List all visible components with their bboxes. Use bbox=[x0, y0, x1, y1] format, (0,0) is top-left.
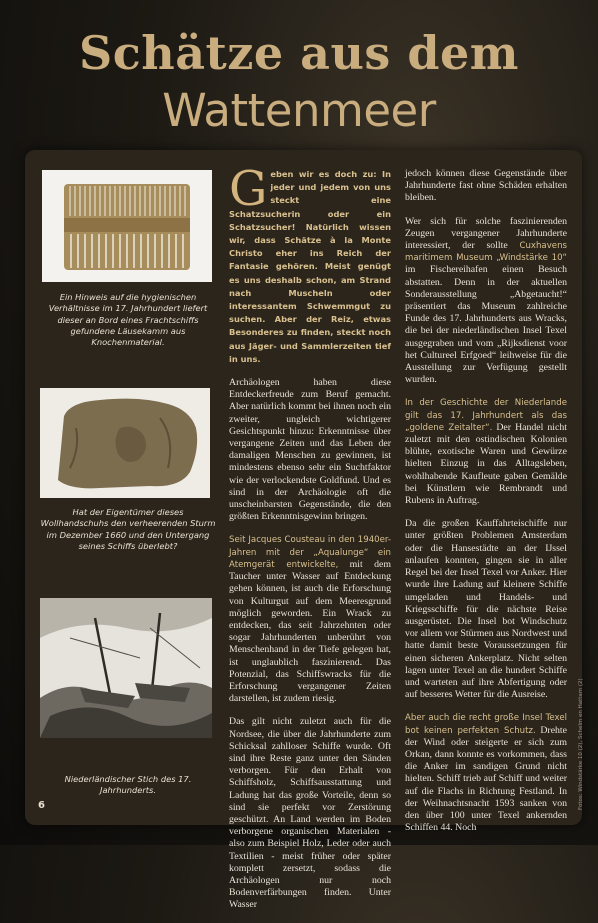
photo-credit: Fotos: Windstärke 10 (2), Schelm en Hattam (2) bbox=[578, 678, 584, 810]
article-column-1 bbox=[229, 161, 391, 923]
museum-name-highlight: Cuxhavens maritimem Museum „Windstärke 10“ bbox=[405, 241, 567, 264]
paragraph-6 bbox=[405, 397, 567, 507]
paragraph-1: Archäologen haben diese Entdeckerfreude zum Beruf gemacht. Aber natürlich kommt bei ihnen noch ein zweiter, ungleich wichtigerer Gesichtspunkt hinzu: Erkenntnisse über vergangene Zeiten und das Leben der damaligen Menschen zu gewinnen, ist mindestens ebenso sehr ein Suchtfaktor wie der verlockendste Goldfund. Und es sind in der Archäologie oft die unscheinbarsten Gegenstände, die den größten Erkenntnisgewinn bringen. bbox=[229, 377, 391, 523]
paragraph-8-highlight: Aber auch die recht große Insel Texel bot keinen perfekten Schutz. bbox=[405, 713, 567, 736]
article-column-2 bbox=[405, 168, 567, 845]
paragraph-2-text: mit dem Taucher unter Wasser auf Entdeckung gehen können, ist auch die Erforschung von Kulturgut auf dem Meeresgrund möglich geworden. Ein Wrack zu entdecken, das seit Jahrzehnten oder sogar Jahrhunderten unberührt von Menschenhand in der Tiefe gelegen hat, ist unglaublich faszinierend. Das Potenzial, das Schiffswracks für die Erforschung vergangener Zeiten darstellen, ist zudem riesig. bbox=[229, 558, 391, 705]
comb-photo bbox=[42, 170, 212, 282]
intro-text: eben wir es doch zu: In jeder und jedem von uns steckt eine Schatzsucherin oder ein Schatzsucher! Natürlich wissen wir, dass Schätze à la Monte Christo eher ins Reich der Fantasie gehören. Meist genügt es uns deshalb schon, am Strand nach Muscheln oder interessantem Schwemmgut zu suchen. Aber der Reiz, etwas Besonderes zu finden, steckt noch aus Jäger- und Sammlerzeiten tief in uns. bbox=[229, 169, 391, 364]
paragraph-6-highlight: In der Geschichte der Niederlande gilt das 17. Jahrhundert als das „goldene Zeitalter“. bbox=[405, 398, 567, 433]
page-number: 6 bbox=[38, 800, 45, 811]
glove-caption: Hat der Eigentümer dieses Wollhandschuhs den verheerenden Sturm im Dezember 1660 und den Untergang seines Schiffs überlebt? bbox=[40, 507, 216, 551]
paragraph-7: Da die großen Kauffahrteischiffe nur unter größten Problemen Amsterdam oder die Hansestädte an der IJssel anlaufen konnten, gingen sie in aller Regel bei der Insel Texel vor Anker. Hier wurde ihre Ladung auf kleinere Schiffe umgeladen und Handels- und Kriegsschiffe für die nächste Reise ausgerüstet. Die Insel bot Windschutz vor allem vor Stürmen aus Nordwest und hatte damit beste Voraussetzungen für einen sicheren Ankerplatz. Nicht selten lagen unter Texel an die hundert Schiffe und warteten auf ihre Abfertigung oder auf besseres Wetter für die Ausreise. bbox=[405, 518, 567, 701]
paragraph-4: jedoch können diese Gegenstände über Jahrhunderte fast ohne Schäden erhalten bleiben. bbox=[405, 168, 567, 204]
paragraph-2 bbox=[229, 534, 391, 705]
paragraph-6-text: Der Handel nicht zuletzt mit den ostindischen Kolonien blühte, exotische Waren und Gewürze hielten Einzug in das Alltagsleben, wohlhabende Kaufleute gaben Gemälde bei Künstlern wie Rembrandt und Rubens in Auftrag. bbox=[405, 421, 567, 507]
drop-cap: G bbox=[229, 161, 268, 217]
engraving-photo bbox=[40, 598, 212, 738]
paragraph-5 bbox=[405, 216, 567, 387]
paragraph-5-text-a: Wer sich für solche faszinierenden Zeugen vergangener Jahrhunderte interessiert, der sollte bbox=[405, 215, 567, 252]
paragraph-5-text-b: im Fischereihafen einen Besuch abstatten. Denn in der aktuellen Sonderausstellung „Abgetaucht!“ präsentiert das Museum zahlreiche Funde des 17. Jahrhunderts aus Wracks, die bei der niederländischen Insel Texel ausgegraben und vom „Rijksdienst voor het Cultureel Erfgoed“ leihweise für die Ausstellung zur Verfügung gestellt wurden. bbox=[405, 264, 567, 386]
paragraph-8-text: Drehte der Wind oder steigerte er sich zum Orkan, dann konnte es vorkommen, dass die Anker im sandigen Grund nicht hielten. Schiff trieb auf Schiff und weiter auf die Flachs in Richtung Festland. In der Weihnachtsnacht 1593 sanken von den über 100 unter Texel ankernden Schiffen 44. Noch bbox=[405, 724, 568, 834]
paragraph-3: Das gilt nicht zuletzt auch für die Nordsee, die über die Jahrhunderte zum Schicksal zahlloser Schiffe wurde. Oft sind ihre Reste ganz unter den Sänden verborgen. Für den Erhalt von Schiffsholz, Schiffsausstattung und Ladung hat das große Vorteile, denn so sind sie perfekt vor Zerstörung geschützt. An Land werden im Boden verborgene organischen Materialen - also zum Beispiel Holz, Leder oder auch Textilien - meist früher oder später komplett zersetzt, sodass die Archäologen nur noch Bodenverfärbungen finden. Unter Wasser bbox=[229, 716, 391, 911]
engraving-caption: Niederländischer Stich des 17. Jahrhunderts. bbox=[64, 774, 192, 796]
paragraph-8 bbox=[405, 712, 567, 834]
title-line-1: Schätze aus dem bbox=[79, 26, 519, 80]
comb-caption: Ein Hinweis auf die hygienischen Verhältnisse im 17. Jahrhundert liefert dieser an Bord eines Frachtschiffs gefundene Läusekamm aus Knochenmaterial. bbox=[48, 292, 208, 348]
article-intro bbox=[229, 161, 391, 366]
paragraph-2-highlight: Seit Jacques Cousteau in den 1940er-Jahren mit der „Aqualunge“ ein Atemgerät entwickelte, bbox=[229, 535, 391, 570]
glove-photo bbox=[40, 388, 210, 498]
title-line-2: Wattenmeer bbox=[162, 84, 436, 137]
